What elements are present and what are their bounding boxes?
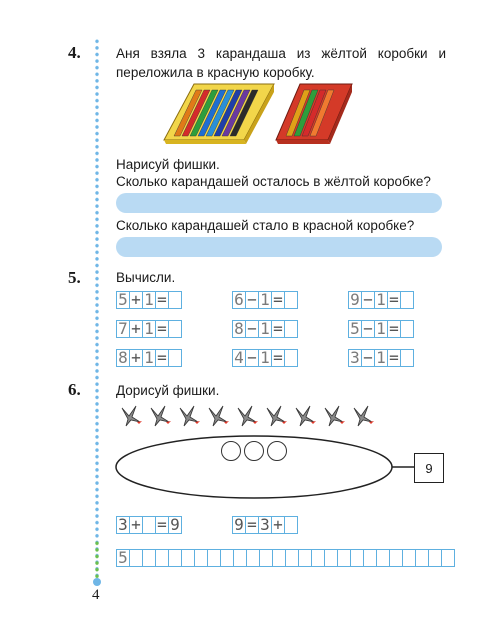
answer-cell[interactable] (207, 549, 221, 567)
grid-cell: 1 (258, 349, 272, 367)
margin-dotted-line (94, 38, 100, 583)
bird-icon (180, 406, 200, 426)
grid-cell: 5 (116, 549, 130, 567)
task4-text: Аня взяла 3 карандаша из жёлтой коробки и переложила в красную коробку. (116, 46, 446, 80)
task-number-6: 6. (68, 380, 81, 399)
expression-grid (349, 291, 414, 309)
equation-grid-2 (233, 516, 298, 534)
answer-cell[interactable] (272, 549, 286, 567)
grid-cell: − (361, 349, 375, 367)
bird-icon (151, 406, 171, 426)
answer-cell[interactable] (284, 349, 298, 367)
bird-icon (238, 406, 258, 426)
grid-cell: = (155, 291, 169, 309)
bird-icon (354, 406, 374, 426)
task6-instruction: Дорисуй фишки. (116, 383, 220, 398)
answer-field-2[interactable] (116, 237, 442, 257)
bird-icon (209, 406, 229, 426)
expression-grid (117, 349, 182, 367)
answer-cell[interactable] (400, 349, 414, 367)
expression-grid (233, 349, 298, 367)
answer-cell[interactable] (324, 549, 338, 567)
grid-cell: = (387, 291, 401, 309)
answer-cell[interactable] (168, 349, 182, 367)
grid-cell: 1 (374, 291, 388, 309)
answer-cell[interactable] (363, 549, 377, 567)
answer-cell[interactable] (284, 291, 298, 309)
yellow-pencil-box (164, 84, 274, 144)
grid-cell: + (129, 291, 143, 309)
expression-grid (233, 291, 298, 309)
grid-cell: = (271, 349, 285, 367)
answer-cell[interactable] (285, 549, 299, 567)
grid-cell: 1 (142, 291, 156, 309)
grid-cell: = (271, 291, 285, 309)
answer-cell[interactable] (155, 549, 169, 567)
task4-question-2: Сколько карандашей стало в красной коробке? (116, 218, 415, 233)
grid-cell: − (245, 291, 259, 309)
grid-cell: = (387, 349, 401, 367)
answer-cell[interactable] (284, 516, 298, 534)
answer-cell[interactable] (194, 549, 208, 567)
grid-cell: − (245, 349, 259, 367)
answer-field-1[interactable] (116, 193, 442, 213)
grid-cell: 7 (116, 320, 130, 338)
answer-cell[interactable] (246, 549, 260, 567)
expression-grid (117, 320, 182, 338)
grid-cell: = (387, 320, 401, 338)
grid-cell: = (271, 320, 285, 338)
grid-cell: + (129, 320, 143, 338)
grid-cell: 1 (142, 349, 156, 367)
expression-grid (349, 349, 414, 367)
grid-cell: 1 (258, 291, 272, 309)
grid-cell: 3 (258, 516, 272, 534)
grid-cell: − (245, 320, 259, 338)
grid-cell: 9 (168, 516, 182, 534)
task4-instruction: Нарисуй фишки. (116, 157, 220, 172)
bird-icon (122, 406, 142, 426)
grid-cell: = (155, 320, 169, 338)
task-number-4: 4. (68, 43, 81, 62)
answer-cell[interactable] (129, 549, 143, 567)
chip-circle (267, 441, 287, 461)
task5-instruction: Вычисли. (116, 270, 176, 285)
chip-circle (244, 441, 264, 461)
grid-cell: 5 (116, 291, 130, 309)
grid-cell: 9 (232, 516, 246, 534)
answer-cell[interactable] (415, 549, 429, 567)
grid-cell: + (129, 516, 143, 534)
answer-cell[interactable] (168, 320, 182, 338)
task4-question-1: Сколько карандашей осталось в жёлтой коробке? (116, 174, 431, 189)
grid-cell: 1 (142, 320, 156, 338)
answer-cell[interactable] (441, 549, 455, 567)
answer-cell[interactable] (181, 549, 195, 567)
margin-end-dot (93, 578, 101, 586)
answer-cell[interactable] (337, 549, 351, 567)
grid-cell: 6 (232, 291, 246, 309)
grid-cell: 9 (348, 291, 362, 309)
margin-dotted-line-green (94, 540, 100, 580)
answer-cell[interactable] (428, 549, 442, 567)
answer-row-grid (117, 549, 455, 567)
answer-cell[interactable] (259, 549, 273, 567)
grid-cell: + (129, 349, 143, 367)
answer-cell[interactable] (142, 516, 156, 534)
grid-cell: 4 (232, 349, 246, 367)
answer-cell[interactable] (168, 549, 182, 567)
bird-icon (267, 406, 287, 426)
answer-cell[interactable] (298, 549, 312, 567)
answer-cell[interactable] (142, 549, 156, 567)
bird-icon (325, 406, 345, 426)
answer-cell[interactable] (389, 549, 403, 567)
chip-circle (221, 441, 241, 461)
answer-cell[interactable] (376, 549, 390, 567)
grid-cell: 5 (348, 320, 362, 338)
answer-cell[interactable] (284, 320, 298, 338)
answer-cell[interactable] (233, 549, 247, 567)
grid-cell: = (155, 349, 169, 367)
answer-cell[interactable] (400, 291, 414, 309)
grid-cell: 8 (232, 320, 246, 338)
total-box: 9 (414, 453, 444, 483)
grid-cell: = (155, 516, 169, 534)
pencil-boxes-illustration (160, 78, 370, 148)
answer-cell[interactable] (220, 549, 234, 567)
bird-icon (296, 406, 316, 426)
expression-grid (117, 291, 182, 309)
grid-cell: 3 (116, 516, 130, 534)
oval-set (114, 433, 418, 505)
answer-cell[interactable] (402, 549, 416, 567)
grid-cell: 8 (116, 349, 130, 367)
grid-cell: 3 (348, 349, 362, 367)
grid-cell: − (361, 291, 375, 309)
answer-cell[interactable] (400, 320, 414, 338)
answer-cell[interactable] (350, 549, 364, 567)
equation-grid-1 (117, 516, 182, 534)
grid-cell: 1 (374, 320, 388, 338)
expression-grid (349, 320, 414, 338)
birds-row (114, 402, 376, 428)
grid-cell: − (361, 320, 375, 338)
page-number: 4 (92, 587, 100, 603)
answer-cell[interactable] (311, 549, 325, 567)
expression-grid (233, 320, 298, 338)
grid-cell: + (271, 516, 285, 534)
grid-cell: 1 (258, 320, 272, 338)
task-number-5: 5. (68, 268, 81, 287)
answer-cell[interactable] (168, 291, 182, 309)
grid-cell: 1 (374, 349, 388, 367)
red-pencil-box (276, 84, 352, 144)
grid-cell: = (245, 516, 259, 534)
